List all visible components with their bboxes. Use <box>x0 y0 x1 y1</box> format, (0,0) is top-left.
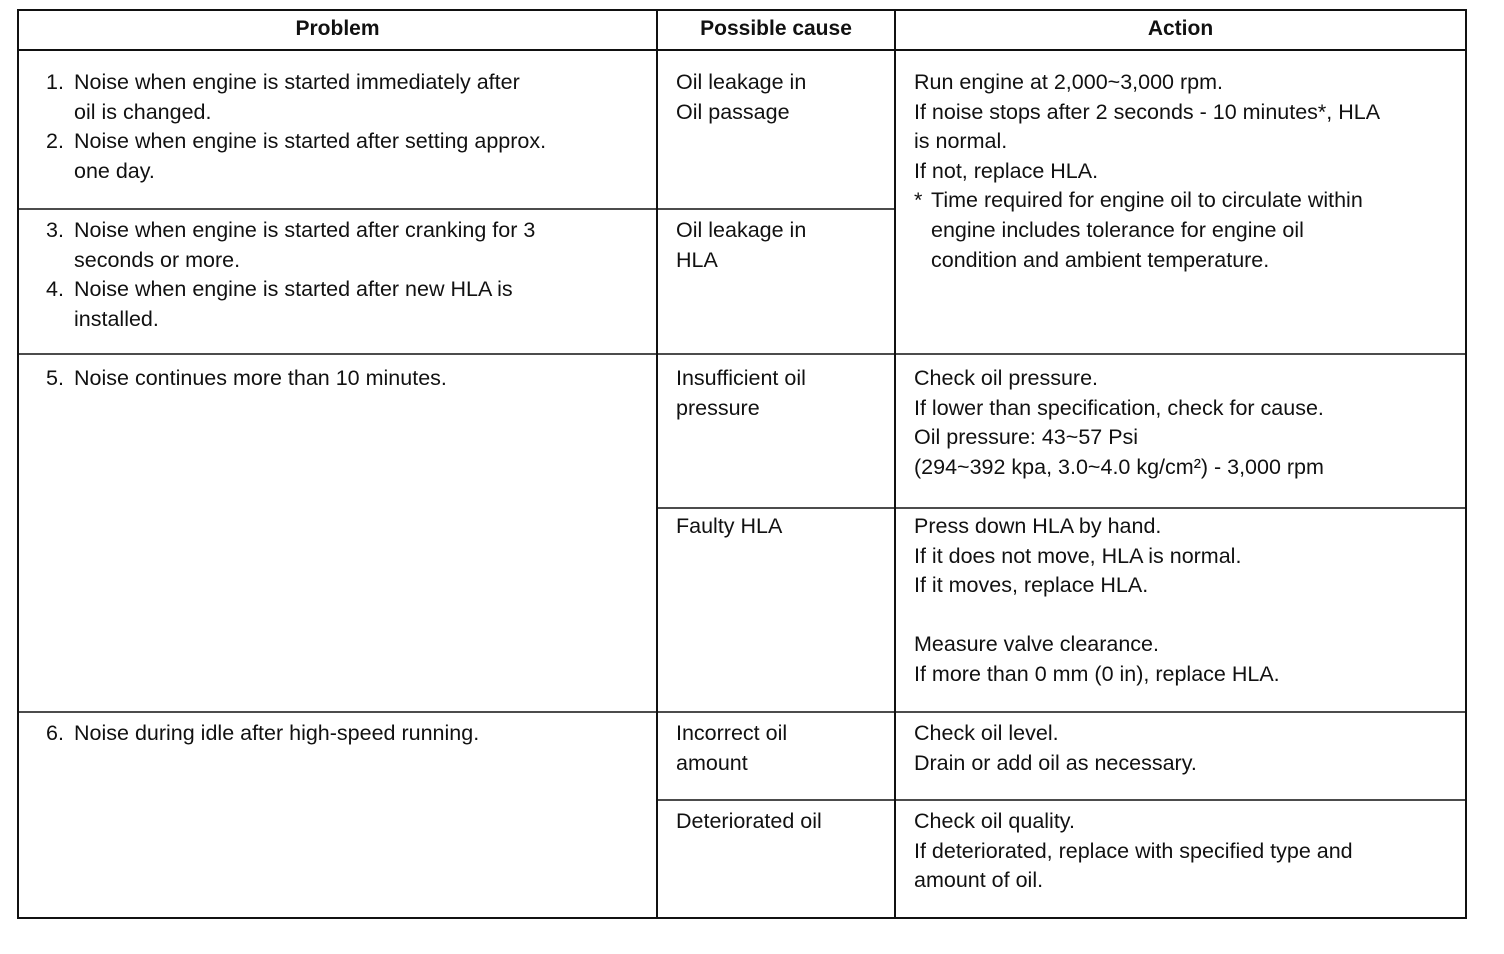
header-action: Action <box>1147 17 1214 40</box>
action-text-line: If it does not move, HLA is normal. <box>914 543 1242 568</box>
problem-text-line: Noise when engine is started after cranking for 3 <box>74 218 536 242</box>
action-text-line: If lower than specification, check for cause. <box>914 395 1324 420</box>
action-text-line: (294~392 kpa, 3.0~4.0 kg/cm²) - 3,000 rpm <box>914 454 1324 479</box>
problem-text-line: Noise during idle after high-speed running. <box>74 721 480 745</box>
action-cell <box>914 807 1353 896</box>
problem-cell <box>46 719 479 749</box>
problem-number: 1. <box>46 70 64 94</box>
problem-item <box>46 127 546 186</box>
footnote-text-line: engine includes tolerance for engine oil <box>931 217 1304 242</box>
action-footnote <box>914 186 1380 275</box>
cause-text-line: Deteriorated oil <box>676 809 822 833</box>
action-text-line: is normal. <box>914 129 1008 154</box>
problem-text-line: Noise continues more than 10 minutes. <box>74 366 447 390</box>
action-text-line: Press down HLA by hand. <box>914 514 1162 538</box>
problem-text-line: one day. <box>74 158 155 183</box>
problem-text-line: seconds or more. <box>74 247 241 272</box>
action-text-line: If not, replace HLA. <box>914 158 1099 183</box>
action-cell <box>914 68 1380 275</box>
problem-number: 3. <box>46 218 64 242</box>
action-text-line: Check oil level. <box>914 721 1059 745</box>
cause-text-line: HLA <box>676 247 718 272</box>
action-text-line: Check oil pressure. <box>914 366 1099 390</box>
problem-text-line: oil is changed. <box>74 99 212 124</box>
problem-text-line: Noise when engine is started after new HLA is <box>74 277 513 302</box>
action-text-line: If it moves, replace HLA. <box>914 573 1149 598</box>
action-text-line: Drain or add oil as necessary. <box>914 750 1197 775</box>
action-text-line: amount of oil. <box>914 868 1044 893</box>
problem-text-line: Noise when engine is started immediately after <box>74 70 520 94</box>
problem-number: 5. <box>46 366 64 390</box>
cause-cell <box>676 719 787 778</box>
problem-cell <box>46 364 447 394</box>
action-cell <box>914 364 1324 482</box>
cause-text-line: Incorrect oil <box>676 721 788 745</box>
problem-item <box>46 364 447 394</box>
problem-item <box>46 68 546 127</box>
cause-text-line: Oil leakage in <box>676 70 807 94</box>
problem-text-line: installed. <box>74 306 159 331</box>
action-blank-line <box>914 601 1280 631</box>
problem-number: 2. <box>46 129 64 154</box>
header-possible-cause: Possible cause <box>700 17 852 40</box>
problem-number: 6. <box>46 721 64 745</box>
cause-cell <box>676 216 806 275</box>
cause-text-line: Insufficient oil <box>676 366 806 390</box>
cause-text-line: pressure <box>676 395 760 420</box>
action-text-line: Oil pressure: 43~57 Psi <box>914 425 1139 450</box>
problem-text-line: Noise when engine is started after setting approx. <box>74 129 547 154</box>
action-text-line: If deteriorated, replace with specified type and <box>914 838 1353 863</box>
cause-cell <box>676 512 782 542</box>
cause-text-line: Faulty HLA <box>676 514 783 538</box>
action-text-line: If noise stops after 2 seconds - 10 minutes*, HLA <box>914 99 1381 124</box>
action-text-line: If more than 0 mm (0 in), replace HLA. <box>914 661 1280 686</box>
action-cell <box>914 719 1197 778</box>
problem-number: 4. <box>46 277 64 302</box>
footnote-text-line: Time required for engine oil to circulate within <box>931 188 1363 213</box>
action-text-line: Run engine at 2,000~3,000 rpm. <box>914 70 1223 94</box>
action-text-line: Measure valve clearance. <box>914 632 1159 657</box>
footnote-mark: * <box>914 188 923 213</box>
cause-cell <box>676 364 806 423</box>
problem-cell <box>46 216 535 334</box>
cause-cell <box>676 807 822 837</box>
problem-cell <box>46 68 546 186</box>
cause-text-line: Oil passage <box>676 99 790 124</box>
action-cell <box>914 512 1280 690</box>
problem-item <box>46 719 479 749</box>
cause-text-line: amount <box>676 750 748 775</box>
cause-text-line: Oil leakage in <box>676 218 807 242</box>
problem-item <box>46 216 535 275</box>
cause-cell <box>676 68 806 127</box>
footnote-text-line: condition and ambient temperature. <box>931 247 1270 272</box>
header-problem: Problem <box>295 17 380 40</box>
action-text-line: Check oil quality. <box>914 809 1075 833</box>
problem-item <box>46 275 535 334</box>
